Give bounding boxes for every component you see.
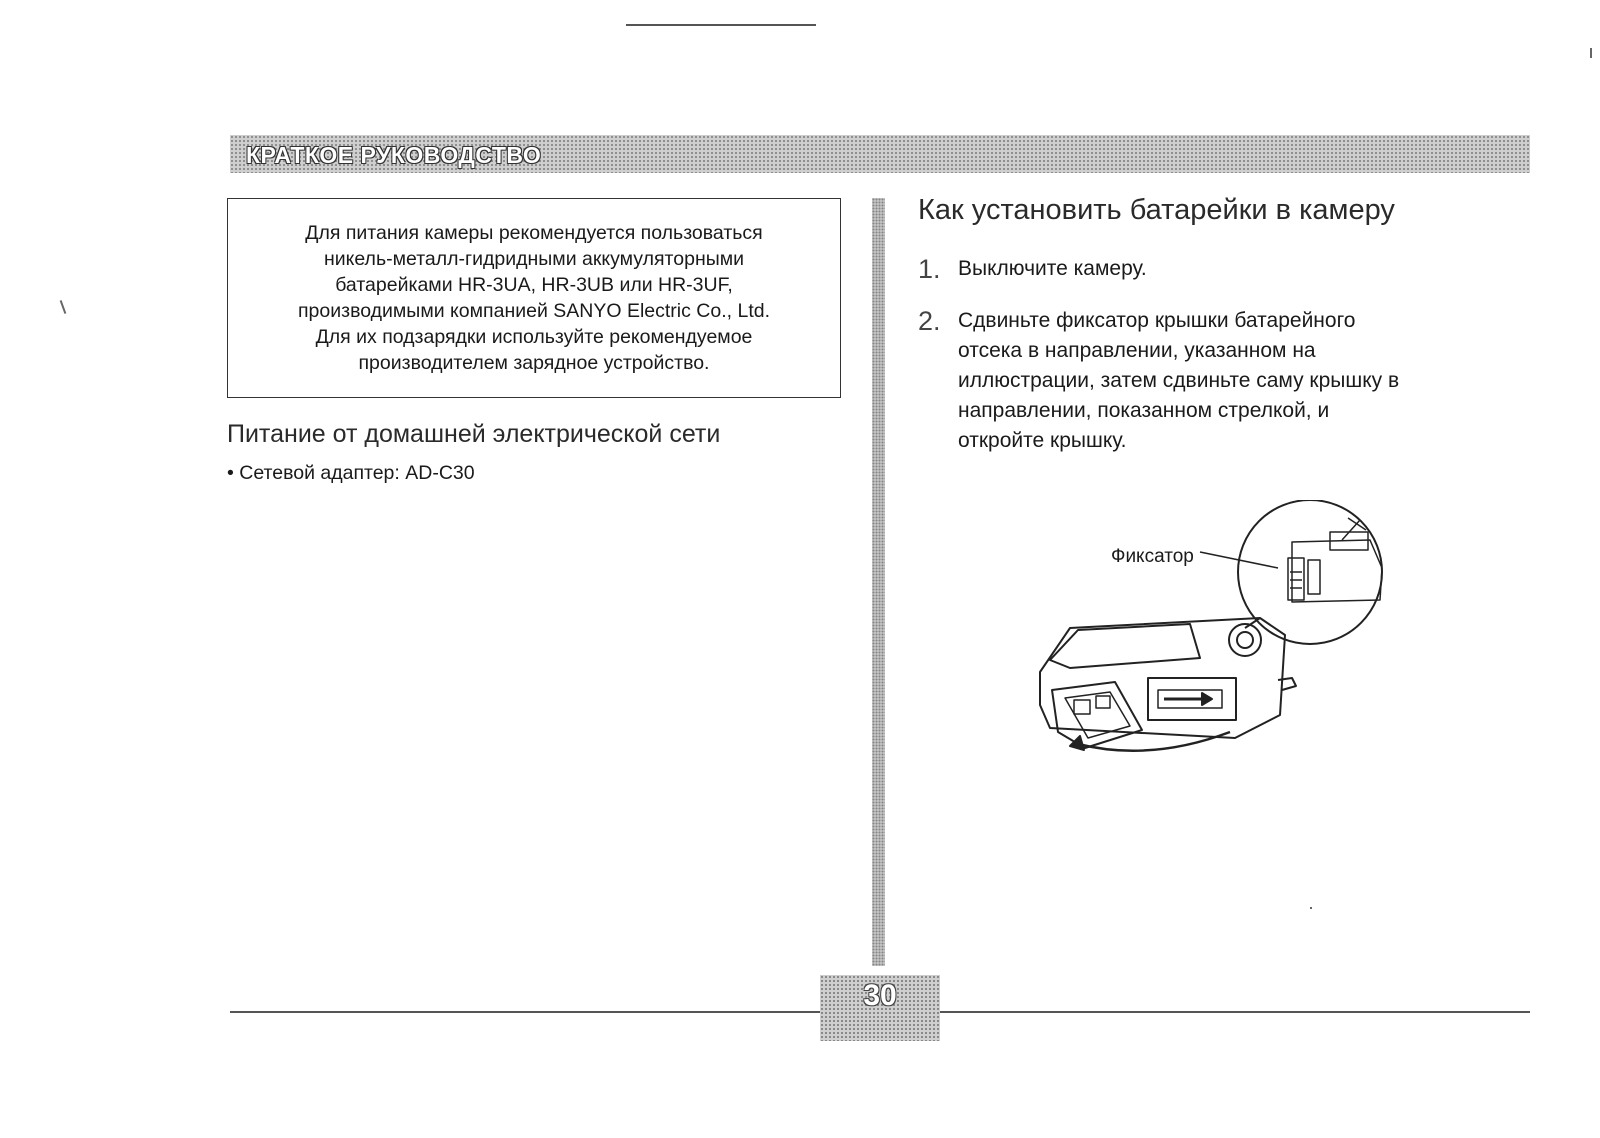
step-line: отсека в направлении, указанном на	[958, 339, 1316, 362]
note-line: производителем зарядное устройство.	[358, 352, 710, 374]
scan-speck	[1590, 48, 1592, 58]
step-line: Выключите камеру.	[958, 257, 1147, 280]
zoom-detail-circle	[1238, 500, 1382, 644]
step-line: иллюстрации, затем сдвиньте саму крышку в	[958, 369, 1400, 392]
step-line: Сдвиньте фиксатор крышки батарейного	[958, 309, 1356, 332]
note-line: производимыми компанией SANYO Electric Co., Ltd.	[297, 300, 770, 322]
mains-power-heading: Питание от домашней электрической сети	[227, 420, 721, 448]
section-header-title: КРАТКОЕ РУКОВОДСТВО	[246, 142, 542, 168]
ac-adapter-bullet: • Сетевой адаптер: AD-C30	[227, 462, 475, 484]
page-number-tab	[820, 975, 940, 1041]
step-number: 1.	[918, 254, 941, 284]
camera-lcd-screen	[1050, 624, 1200, 668]
section-header-bar	[230, 135, 1530, 173]
camera-mode-dial	[1229, 624, 1261, 656]
bottom-rule-left	[230, 1011, 820, 1013]
cover-open-arrow-icon	[1070, 736, 1084, 750]
page-number: 30	[863, 979, 897, 1012]
column-divider	[872, 198, 885, 966]
latch-label: Фиксатор	[1111, 546, 1194, 567]
scan-speck	[60, 300, 67, 314]
camera-battery-illustration	[1030, 500, 1420, 770]
battery-cover-open	[1052, 682, 1142, 748]
top-rule	[626, 24, 816, 26]
step-number: 2.	[918, 306, 941, 336]
step-text	[958, 254, 1147, 284]
slide-arrow-icon	[1202, 693, 1212, 705]
step-text	[958, 306, 1399, 456]
battery-install-heading: Как установить батарейки в камеру	[918, 194, 1395, 226]
bottom-rule-right	[940, 1011, 1530, 1013]
step-line: направлении, показанном стрелкой, и	[958, 399, 1330, 422]
note-line: Для их подзарядки используйте рекомендуемое	[315, 326, 753, 348]
battery-note-box	[227, 198, 841, 398]
note-line: батарейками HR-3UA, HR-3UB или HR-3UF,	[335, 274, 733, 296]
scan-speck	[1310, 907, 1312, 909]
note-line: никель-металл-гидридными аккумуляторными	[323, 248, 745, 270]
step-line: откройте крышку.	[958, 429, 1127, 452]
note-line: Для питания камеры рекомендуется пользоваться	[305, 222, 763, 244]
